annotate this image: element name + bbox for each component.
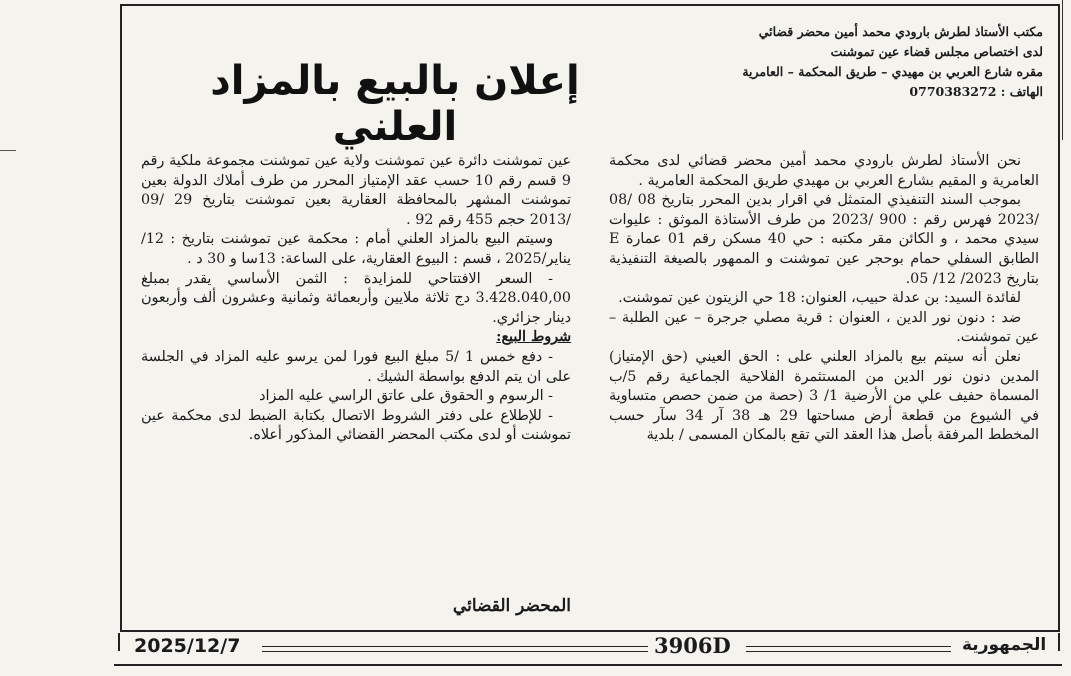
notice-code: 3906D	[654, 633, 731, 658]
paragraph-debtor: ضد : دنون نور الدين ، العنوان : قرية مصلي جرجرة – عين الطلبة – عين تموشنت.	[609, 309, 1039, 346]
page-edge-line	[1062, 0, 1063, 140]
office-name: مكتب الأستاذ لطرش بارودي محمد أمين محضر قضائي	[758, 24, 1043, 39]
condition-fees: - الرسوم و الحقوق على عاتق الراسي عليه المزاد	[259, 388, 553, 405]
office-phone: الهاتف : 0770383272	[909, 84, 1043, 99]
newspaper-footer	[114, 633, 1062, 663]
paragraph-beneficiary: لفائدة السيد: بن عدلة حبيب، العنوان: 18 حي الزيتون عين تموشنت.	[618, 290, 1021, 307]
conditions-heading: شروط البيع:	[496, 329, 571, 346]
condition-specifications: - للإطلاع على دفتر الشروط الاتصال بكتابة الضبط لدى محكمة عين تموشنت أو لدى مكتب المحضر القضائي المذكور أعلاه.	[141, 407, 571, 444]
footer-rule-right	[746, 646, 951, 652]
publication-date: 2025/12/7	[134, 635, 241, 657]
notice-column-right	[609, 152, 1039, 446]
condition-payment: - دفع خمس 1 /5 مبلغ البيع فورا لمن يرسو عليه المزاد في الجلسة على ان يتم الدفع بواسطة الشيك .	[141, 348, 571, 385]
footer-rule-left	[262, 646, 648, 652]
margin-mark	[0, 150, 16, 151]
bottom-rule	[114, 664, 1062, 666]
footer-corner-right	[1058, 633, 1060, 651]
office-jurisdiction: لدى اختصاص مجلس قضاء عين تموشنت	[830, 44, 1043, 59]
notice-headline: إعلان بالبيع بالمزاد العلني	[210, 58, 580, 150]
bailiff-office-block	[693, 22, 1043, 102]
paragraph-auction-date: وسيتم البيع بالمزاد العلني أمام : محكمة عين تموشنت بتاريخ : 12/يناير/2025 ، قسم : البيوع العقارية، على الساعة: 13سا و 30 د .	[141, 231, 571, 267]
paragraph-enforcement-title: بموجب السند التنفيذي المتمثل في اقرار بدين المحرر بتاريخ 08 /08 /2023 فهرس رقم : 900 /2023 من طرف الأستاذة الموثق : عليوات سيدي محمد ، و الكائن مقر مكتبه : حي 40 مسكن رقم 01 عمارة E الطابق السفلي حمام بوحجر عين تموشنت و الممهور بالصيغة التنفيذية بتاريخ 2023/ 12/ 05.	[609, 192, 1040, 287]
paragraph-sale-object: نعلن أنه سيتم بيع بالمزاد العلني على : الحق العيني (حق الإمتياز) المدين دنون نور الدين من المستثمرة الفلاحية الجماعية رقم 5/ب المسماة حفيف علي من الأرضية 1/ 3 (حصة من ضمن حصص متساوية في الشيوع من قطعة أرض مساحتها 29 هـ 38 آر 34 سآر حسب المخطط المرفقة بأصل هذا العقد التي تقع بالمكان المسمى / بلدية	[609, 348, 1039, 444]
paragraph-bailiff-intro: نحن الأستاذ لطرش بارودي محمد أمين محضر قضائي لدى محكمة العامرية و المقيم بشارع العربي بن مهيدي طريق المحكمة العامرية .	[609, 153, 1039, 189]
signature-title: المحضر القضائي	[452, 596, 571, 616]
office-address: مقره شارع العربي بن مهيدي – طريق المحكمة – العامرية	[742, 64, 1043, 79]
paragraph-property-details: عين تموشنت دائرة عين تموشنت ولاية عين تموشنت مجموعة ملكية رقم 9 قسم رقم 10 حسب عقد الإمتياز المحرر من طرف أملاك الدولة بعين تموشنت المشهر بالمحافظة العقارية بعين تموشنت بتاريخ 29 /09 /2013 حجم 455 رقم 92 .	[141, 153, 571, 228]
footer-corner-left	[118, 633, 120, 651]
paragraph-opening-price: - السعر الافتتاحي للمزايدة : الثمن الأساسي يقدر بمبلغ 3.428.040,00 دج ثلاثة ملايين وأربعمائة وثمانية وعشرون ألف وأربعون دينار جزائري.	[141, 270, 571, 326]
notice-column-left	[141, 152, 571, 446]
newspaper-name: الجمهورية	[962, 635, 1047, 655]
